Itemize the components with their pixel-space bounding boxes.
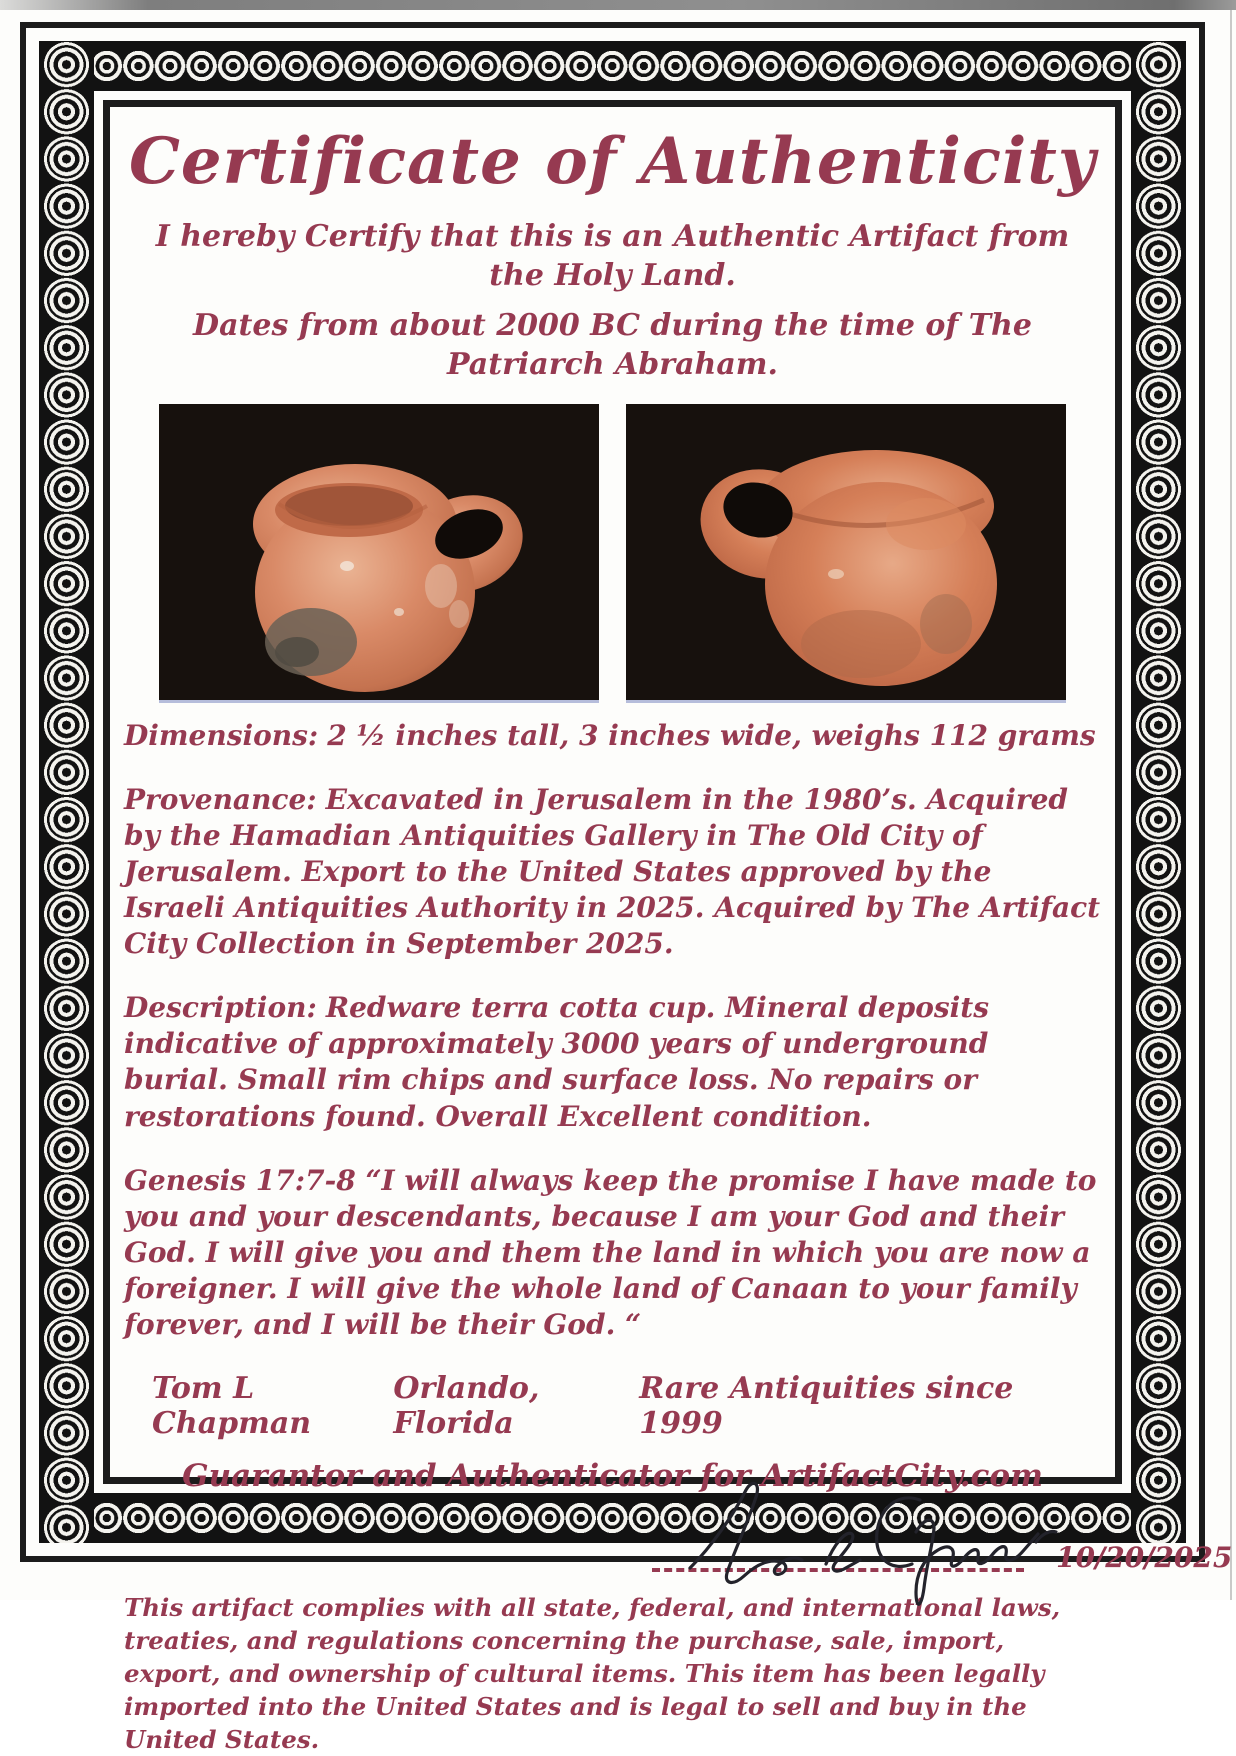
provenance-label: Provenance: [124,782,317,816]
dimensions-section [124,718,1101,754]
artifact-photo-left [159,404,599,700]
certificate-content [110,107,1233,1754]
provenance-text: Excavated in Jerusalem in the 1980’s. Acquired by the Hamadian Antiquities Gallery in The Old City of Jerusalem. Export to the United States approved by the Israeli Antiquities Authority in 2025. Acquired by The Artifact City Collection in September 2025. [124,782,1101,961]
signer-row [124,1371,1101,1441]
signature-row [124,1498,1233,1582]
provenance-section [124,782,1101,963]
description-section [124,990,1101,1134]
scripture-quote: Genesis 17:7-8 “I will always keep the promise I have made to you and your descendants, because I am your God and their God. I will give you and them the land in which you are now a foreigner. I will give the whole land of Canaan to your family forever, and I will be their God. “ [124,1163,1097,1342]
signature-date: 10/20/2025 [1056,1541,1233,1575]
scan-edge-artifact-right [1230,0,1232,1600]
inner-border-frame [103,100,1233,1754]
legal-statement: This artifact complies with all state, federal, and international laws, treaties, and regulations concerning the purchase, sale, import, export, and ownership of cultural items. This item has been legally imported into the United States and is legal to sell and buy in the United States. [124,1593,1061,1754]
certify-statement: I hereby Certify that this is an Authentic Artifact from the Holy Land. [155,218,1070,293]
signer-tagline: Rare Antiquities since 1999 [639,1371,1014,1442]
description-text: Redware terra cotta cup. Mineral deposits indicative of approximately 3000 years of underground burial. Small rim chips and surface loss. No repairs or restorations found. Overall Excellent condition. [124,991,989,1133]
artifact-photo-right [626,404,1066,700]
ornate-circle-border [39,41,1233,1754]
description-label: Description: [124,991,317,1025]
outer-border-frame [20,22,1233,1754]
signer-name: Tom L Chapman [152,1371,312,1442]
scan-edge-artifact [0,0,1236,10]
signer-location: Orlando, Florida [393,1371,540,1442]
signature-scribble [684,1470,1104,1610]
dimensions-label: Dimensions: [124,718,319,752]
artifact-photos [124,404,1101,700]
certificate-title: Certificate of Authenticity [128,124,1097,199]
border-band-right [1131,41,1186,1543]
dating-statement: Dates from about 2000 BC during the time of The Patriarch Abraham. [193,307,1032,382]
border-band-left [39,41,94,1543]
border-band-top [91,41,1134,91]
dimensions-text: 2 ½ inches tall, 3 inches wide, weighs 112 grams [327,718,1096,752]
guarantor-line: Guarantor and Authenticator for ArtifactCity.com [182,1458,1043,1495]
